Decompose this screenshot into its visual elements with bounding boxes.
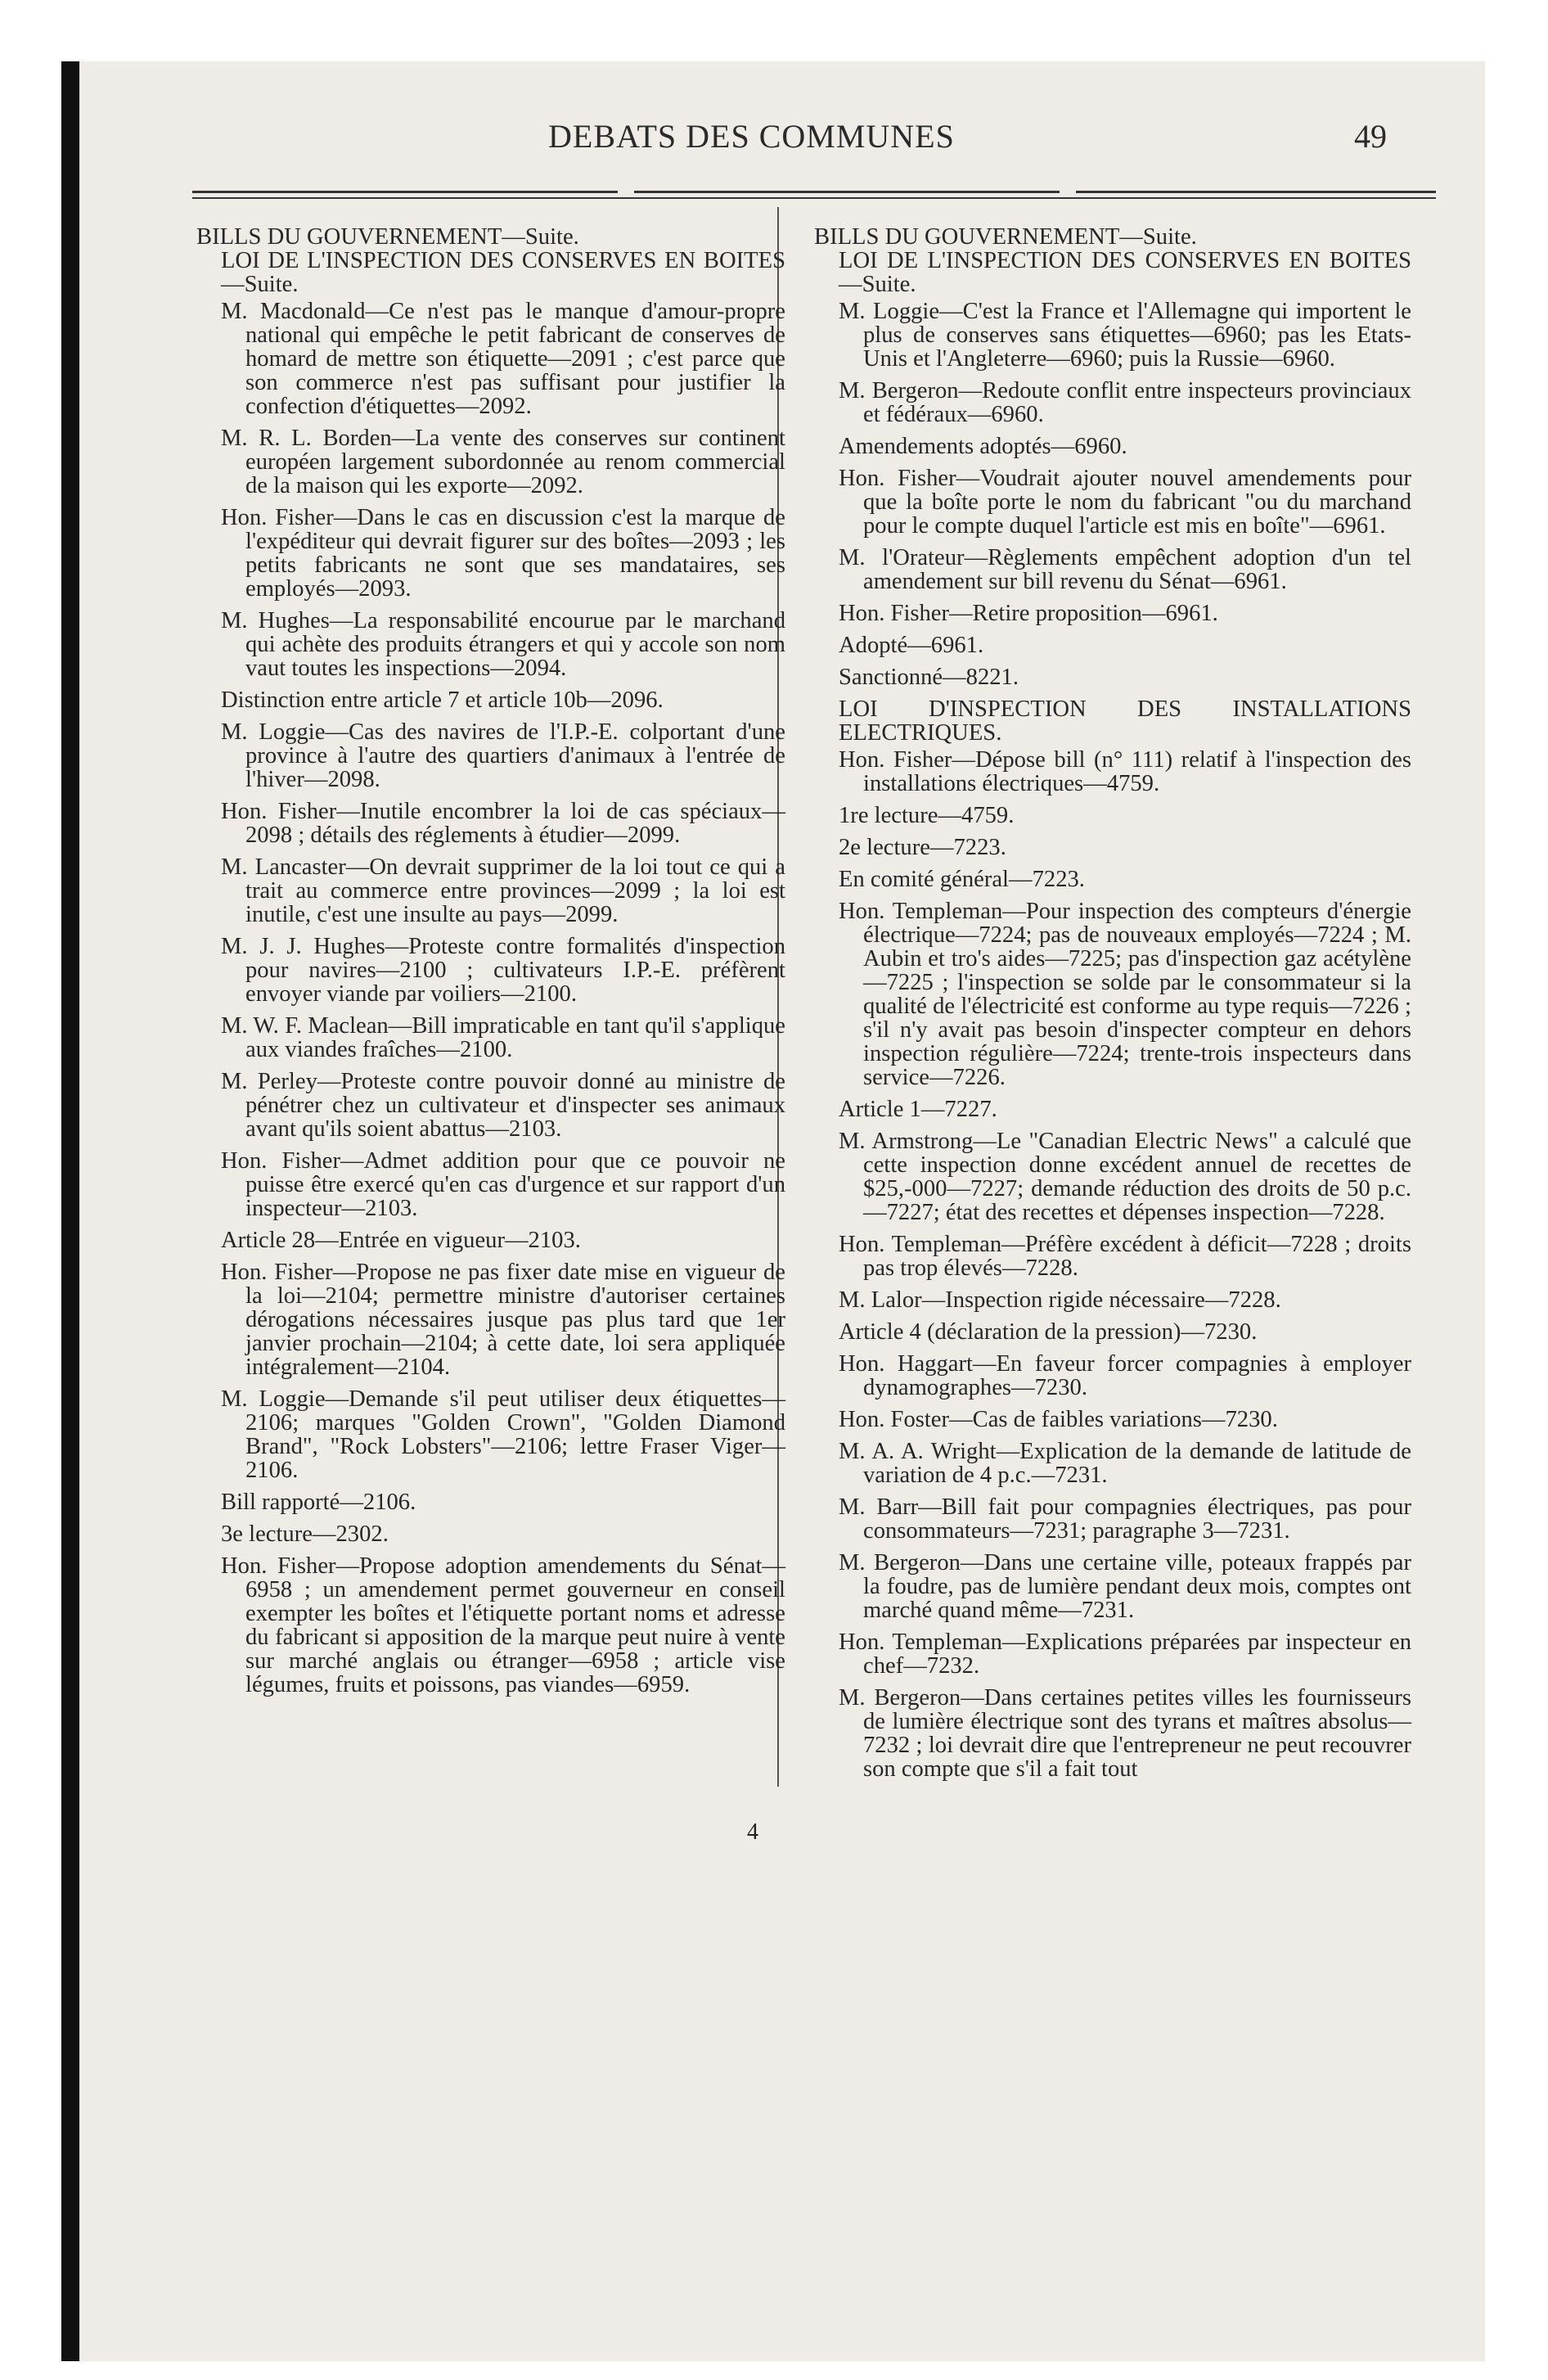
index-entry: M. W. F. Maclean—Bill impraticable en tant qu'il s'applique aux viandes fraîches—2100.	[221, 1013, 785, 1062]
index-entry: 1re lecture—4759.	[839, 803, 1015, 828]
index-entry: Hon. Fisher—Retire proposition—6961.	[839, 601, 1218, 626]
index-entry: M. Barr—Bill fait pour compagnies électriques, pas pour consommateurs—7231; paragraphe 3—7231.	[839, 1494, 1411, 1544]
signature-mark: 4	[747, 1819, 758, 1845]
header-rule	[634, 191, 1060, 193]
index-entry: En comité général—7223.	[839, 867, 1085, 892]
index-entry: 3e lecture—2302.	[221, 1521, 389, 1547]
index-entry: Hon. Foster—Cas de faibles variations—7230.	[839, 1407, 1278, 1432]
index-entry: Hon. Haggart—En faveur forcer compagnies à employer dynamographes—7230.	[839, 1351, 1411, 1400]
index-entry: Distinction entre article 7 et article 10b—2096.	[221, 687, 664, 713]
index-entry: Hon. Templeman—Préfère excédent à déficit—7228 ; droits pas trop élevés—7228.	[839, 1232, 1411, 1281]
index-entry: Article 1—7227.	[839, 1097, 997, 1122]
index-entry: Hon. Templeman—Explications préparées par inspecteur en chef—7232.	[839, 1629, 1411, 1679]
index-entry: Hon. Templeman—Pour inspection des compteurs d'énergie électrique—7224; pas de nouveaux employés—7224 ; M. Aubin et tro's aides—7225; pas d'inspection gaz acétylène—7225 ; l'inspection se solde par le consommateur si la qualité de l'électricité est conforme au type requis—7226 ; s'il n'y avait pas besoin d'inspecter compteur en dehors inspection régulière—7224; trente-trois inspecteurs dans service—7226.	[839, 899, 1411, 1090]
index-entry: Sanctionné—8221.	[839, 665, 1019, 690]
index-entry: M. Bergeron—Dans certaines petites villes les fournisseurs de lumière électrique sont des tyrans et maîtres absolus—7232 ; loi devrait dire que l'entrepreneur ne peut recouvrer son compte que s'il a fait tout	[839, 1685, 1411, 1782]
index-entry: Adopté—6961.	[839, 633, 984, 658]
index-entry: M. Lancaster—On devrait supprimer de la loi tout ce qui a trait au commerce entre provinces—2099 ; la loi est inutile, c'est une insulte au pays—2099.	[221, 854, 785, 927]
sub-heading: LOI DE L'INSPECTION DES CONSERVES EN BOITES—Suite.	[221, 248, 785, 297]
running-title: DEBATS DES COMMUNES	[548, 118, 955, 155]
page-header	[61, 117, 1485, 166]
left-column	[196, 225, 785, 1705]
scanned-page	[61, 61, 1485, 2361]
index-entry: Hon. Fisher—Inutile encombrer la loi de cas spéciaux—2098 ; détails des réglements à étudier—2099.	[221, 799, 785, 848]
sub-heading: LOI D'INSPECTION DES INSTALLATIONS ELECTRIQUES.	[839, 696, 1411, 746]
index-entry: M. Loggie—C'est la France et l'Allemagne qui importent le plus de conserves sans étiquettes—6960; pas les Etats-Unis et l'Angleterre—6960; puis la Russie—6960.	[839, 299, 1411, 372]
header-rule	[192, 197, 1436, 199]
index-entry: M. l'Orateur—Règlements empêchent adoption d'un tel amendement sur bill revenu du Sénat—6961.	[839, 545, 1411, 594]
index-entry: M. Bergeron—Dans une certaine ville, poteaux frappés par la foudre, pas de lumière pendant deux mois, comptes ont marché quand même—7231.	[839, 1550, 1411, 1623]
index-entry: M. Loggie—Demande s'il peut utiliser deux étiquettes—2106; marques "Golden Crown", "Golden Diamond Brand", "Rock Lobsters"—2106; lettre Fraser Viger—2106.	[221, 1386, 785, 1483]
index-entry: Hon. Fisher—Dépose bill (n° 111) relatif à l'inspection des installations électriques—4759.	[839, 747, 1411, 796]
page-number: 49	[1354, 118, 1387, 155]
index-entry: Article 4 (déclaration de la pression)—7230.	[839, 1319, 1258, 1345]
header-rule	[1076, 191, 1436, 193]
index-entry: M. Bergeron—Redoute conflit entre inspecteurs provinciaux et fédéraux—6960.	[839, 378, 1411, 427]
header-rule	[192, 191, 618, 193]
index-entry: 2e lecture—7223.	[839, 835, 1006, 860]
index-entry: Hon. Fisher—Dans le cas en discussion c'est la marque de l'expéditeur qui devrait figurer sur des boîtes—2093 ; les petits fabricants ne sont que ses mandataires, ses employés—2093.	[221, 505, 785, 602]
index-entry: M. Lalor—Inspection rigide nécessaire—7228.	[839, 1287, 1281, 1313]
index-entry: Amendements adoptés—6960.	[839, 434, 1127, 459]
index-entry: Hon. Fisher—Propose ne pas fixer date mise en vigueur de la loi—2104; permettre ministre d'autoriser certaines dérogations nécessaires jusque pas plus tard que 1er janvier prochain—2104; à cette date, loi sera appliquée intégralement—2104.	[221, 1260, 785, 1380]
index-entry: M. R. L. Borden—La vente des conserves sur continent européen largement subordonnée au renom commercial de la maison qui les exporte—2092.	[221, 426, 785, 498]
index-entry: Bill rapporté—2106.	[221, 1490, 416, 1515]
binding-edge	[61, 61, 79, 2361]
section-heading: BILLS DU GOUVERNEMENT—Suite.	[196, 224, 579, 250]
index-entry: Hon. Fisher—Voudrait ajouter nouvel amendements pour que la boîte porte le nom du fabricant "ou du marchand pour le compte duquel l'article est mis en boîte"—6961.	[839, 466, 1411, 539]
index-entry: M. Armstrong—Le "Canadian Electric News" a calculé que cette inspection donne excédent annuel de recettes de $25,-000—7227; demande réduction des droits de 50 p.c.—7227; état des recettes et dépenses inspection—7228.	[839, 1129, 1411, 1225]
right-column	[814, 225, 1411, 1789]
index-entry: M. A. A. Wright—Explication de la demande de latitude de variation de 4 p.c.—7231.	[839, 1439, 1411, 1488]
index-entry: M. Perley—Proteste contre pouvoir donné au ministre de pénétrer chez un cultivateur et d'inspecter ses animaux avant qu'ils soient abattus—2103.	[221, 1069, 785, 1142]
section-heading: BILLS DU GOUVERNEMENT—Suite.	[814, 224, 1197, 250]
sub-heading: LOI DE L'INSPECTION DES CONSERVES EN BOITES—Suite.	[839, 248, 1411, 297]
index-entry: M. Loggie—Cas des navires de l'I.P.-E. colportant d'une province à l'autre des quartiers d'animaux à l'entrée de l'hiver—2098.	[221, 719, 785, 792]
index-entry: Article 28—Entrée en vigueur—2103.	[221, 1228, 581, 1253]
index-entry: Hon. Fisher—Propose adoption amendements du Sénat—6958 ; un amendement permet gouverneur en conseil exempter les boîtes et l'étiquette portant noms et adresse du fabricant si apposition de la marque peut nuire à vente sur marché anglais ou étranger—6958 ; article vise légumes, fruits et poissons, pas viandes—6959.	[221, 1553, 785, 1697]
index-entry: M. Macdonald—Ce n'est pas le manque d'amour-propre national qui empêche le petit fabricant de conserves de homard de mettre son étiquette—2091 ; c'est parce que son commerce n'est pas suffisant pour justifier la confection d'étiquettes—2092.	[221, 299, 785, 419]
index-entry: Hon. Fisher—Admet addition pour que ce pouvoir ne puisse être exercé qu'en cas d'urgence et sur rapport d'un inspecteur—2103.	[221, 1148, 785, 1221]
index-entry: M. J. J. Hughes—Proteste contre formalités d'inspection pour navires—2100 ; cultivateurs I.P.-E. préfèrent envoyer viande par voiliers—2100.	[221, 934, 785, 1007]
index-entry: M. Hughes—La responsabilité encourue par le marchand qui achète des produits étrangers et qui y accole son nom vaut toutes les inspections—2094.	[221, 608, 785, 681]
